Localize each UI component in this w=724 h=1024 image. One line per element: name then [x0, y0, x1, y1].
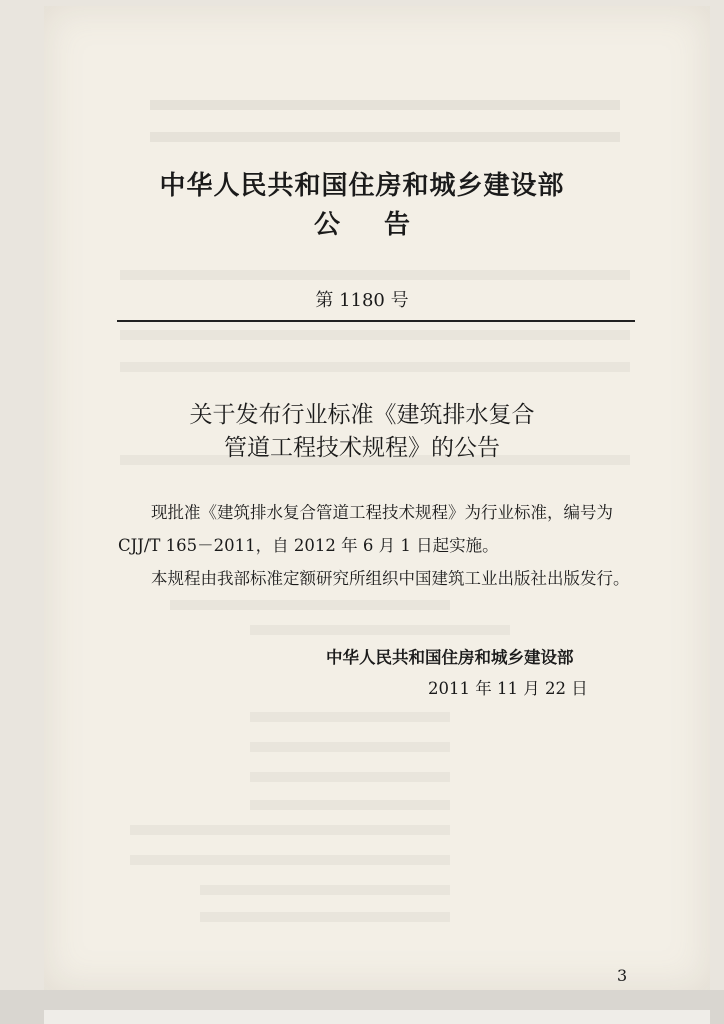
notice-title: 公告	[313, 210, 454, 240]
page-number: 3	[617, 966, 628, 985]
subject-line-1: 关于发布行业标准《建筑排水复合	[189, 402, 535, 428]
announcement-paragraph-2: 本规程由我部标准定额研究所组织中国建筑工业出版社出版发行。	[151, 569, 630, 588]
header-divider	[117, 320, 635, 322]
announcement-paragraph-1: 现批准《建筑排水复合管道工程技术规程》为行业标准，编号为 CJJ/T 165－2011，自 2012 年 6 月 1 日起实施。	[118, 503, 613, 555]
issue-date: 2011 年 11 月 22 日	[428, 679, 588, 698]
announcement-number: 第 1180 号	[315, 290, 409, 311]
ministry-title: 中华人民共和国住房和城乡建设部	[159, 171, 565, 201]
next-page-edge	[0, 990, 724, 1024]
subject-line-2: 管道工程技术规程》的公告	[224, 435, 500, 461]
signatory: 中华人民共和国住房和城乡建设部	[326, 648, 574, 667]
